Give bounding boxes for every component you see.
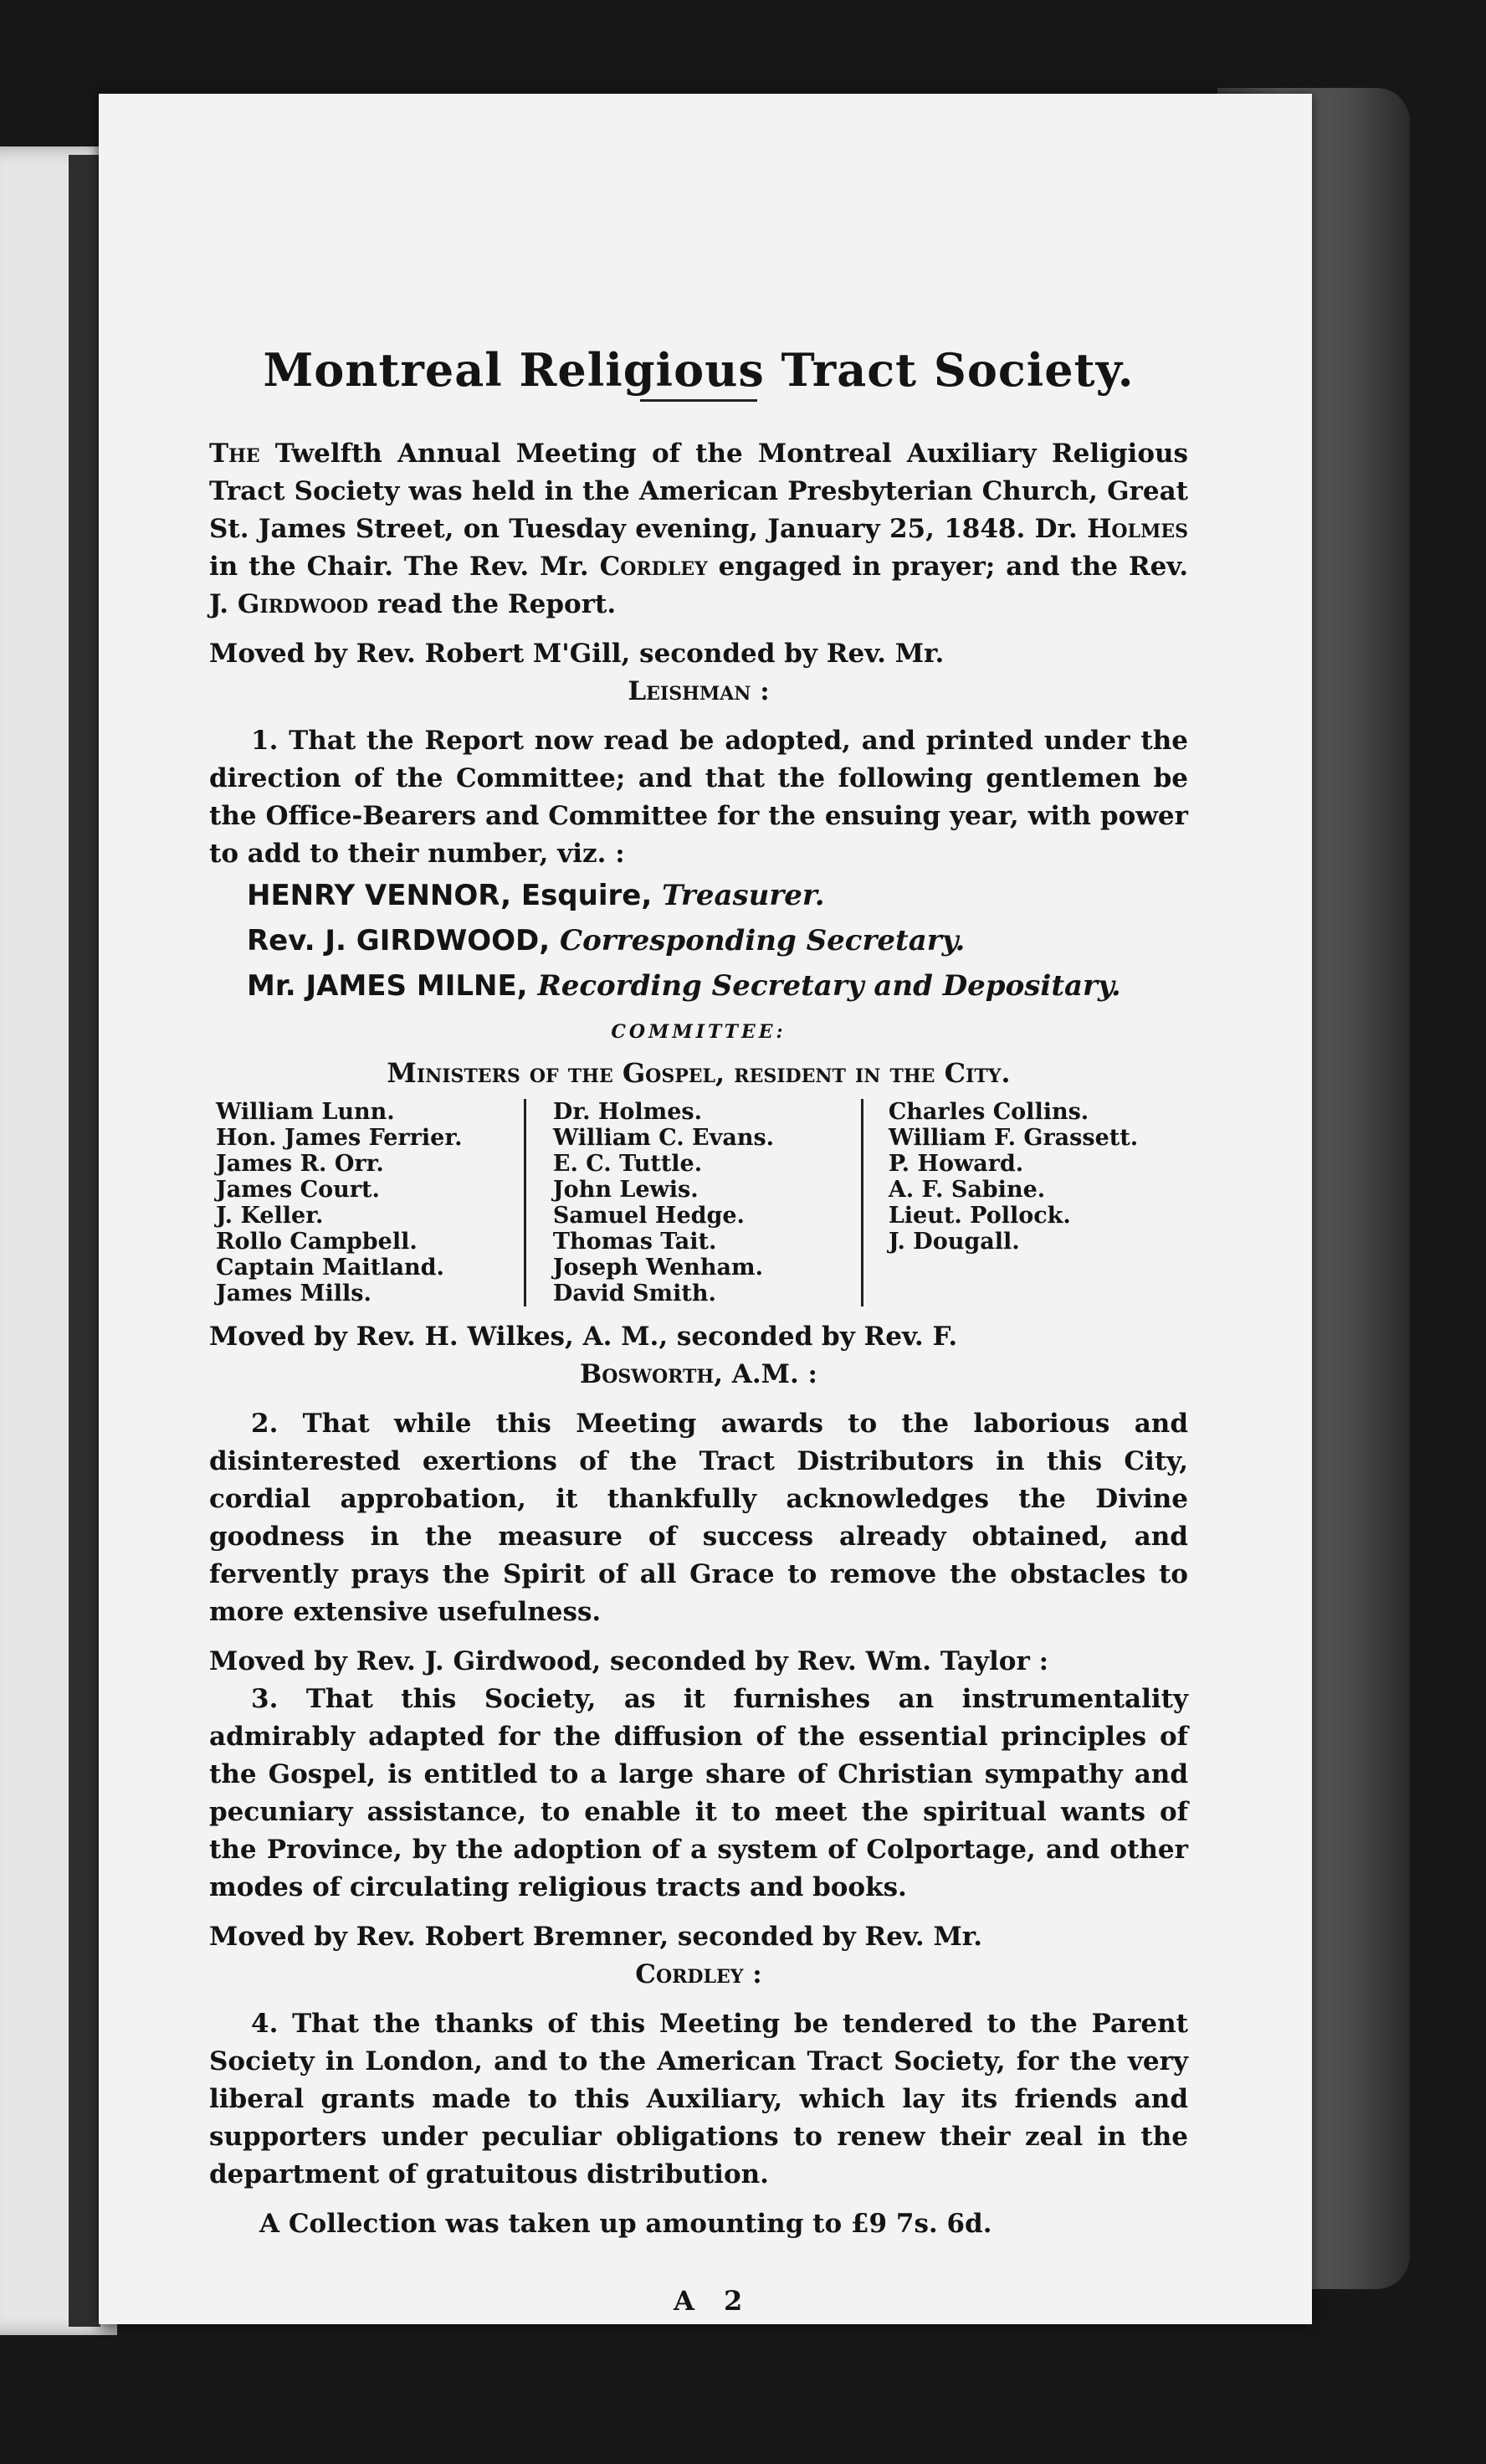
officer-role: Recording Secretary and Depositary. — [537, 969, 1121, 1003]
committee-column-1 — [209, 1099, 524, 1306]
officer-name: Mr. JAMES MILNE, — [247, 969, 528, 1003]
list-item: Thomas Tait. — [552, 1229, 717, 1255]
list-item: David Smith. — [552, 1281, 716, 1306]
committee-list — [209, 1099, 1188, 1306]
collection-note: A Collection was taken up amounting to £9 7s. 6d. — [259, 2209, 992, 2239]
list-item: Lieut. Pollock. — [888, 1203, 1071, 1229]
list-item: William F. Grassett. — [888, 1125, 1139, 1151]
resolution-4: 4. That the thanks of this Meeting be tendered to the Parent Society in London, and to the American Tract Society, for the very liberal grants made to this Auxiliary, which lay its friends and supporters under peculiar obligations to renew their zeal in the department of gratuitous distribution. — [209, 2009, 1188, 2189]
intro-paragraph — [209, 435, 1188, 624]
officer-prefix: Esquire, — [520, 879, 653, 912]
list-item: Rollo Campbell. — [216, 1229, 418, 1255]
motion4-seconder: Cordley : — [635, 1959, 762, 1989]
signature-mark: A 2 — [674, 2285, 753, 2317]
motion1-seconder: Leishman : — [628, 676, 770, 706]
motion3-mover: Moved by Rev. J. Girdwood, seconded by Rev. Wm. Taylor : — [209, 1646, 1049, 1676]
list-item: A. F. Sabine. — [888, 1177, 1046, 1203]
officer-treasurer — [209, 873, 1188, 918]
list-item: John Lewis. — [552, 1177, 699, 1203]
intro-text-3: engaged in prayer; and the Rev. J. — [209, 552, 1188, 619]
committee-column-3 — [863, 1099, 1188, 1306]
officer-role: Treasurer. — [662, 879, 825, 912]
committee-column-2 — [524, 1099, 863, 1306]
page-title: Montreal Religious Tract Society. — [263, 343, 1135, 397]
list-item: Samuel Hedge. — [552, 1203, 745, 1229]
list-item: J. Keller. — [216, 1203, 324, 1229]
list-item: Joseph Wenham. — [552, 1255, 764, 1281]
intro-text-4: read the Report. — [377, 589, 617, 619]
list-item: Dr. Holmes. — [552, 1099, 702, 1125]
list-item: Hon. James Ferrier. — [216, 1125, 463, 1151]
officer-recording-secretary — [209, 963, 1188, 1009]
intro-girdwood: Girdwood — [237, 589, 369, 619]
list-item: Captain Maitland. — [216, 1255, 444, 1281]
intro-holmes: Holmes — [1087, 514, 1188, 544]
list-item: Charles Collins. — [888, 1099, 1089, 1125]
motion4-mover: Moved by Rev. Robert Bremner, seconded by Rev. Mr. — [209, 1922, 983, 1952]
book-gutter — [69, 155, 100, 2327]
intro-the: The — [209, 439, 260, 469]
list-item: William C. Evans. — [552, 1125, 775, 1151]
list-item: James Court. — [216, 1177, 380, 1203]
resolution-3: 3. That this Society, as it furnishes an instrumentality admirably adapted for the diffusion of the essential principles of the Gospel, is entitled to a large share of Christian sympathy and pecuniary assistance, to enable it to meet the spiritual wants of the Province, by the adoption of a system of Colportage, and other modes of circulating religious tracts and books. — [209, 1684, 1188, 1902]
officer-name: HENRY VENNOR, — [247, 879, 511, 912]
list-item: P. Howard. — [888, 1151, 1024, 1177]
ministers-heading: Ministers of the Gospel, resident in the City. — [387, 1057, 1011, 1089]
motion2-seconder: Bosworth, A.M. : — [580, 1359, 817, 1389]
list-item: James R. Orr. — [216, 1151, 384, 1177]
list-item: James Mills. — [216, 1281, 372, 1306]
officer-corresponding-secretary — [209, 918, 1188, 963]
resolution-1: 1. That the Report now read be adopted, and printed under the direction of the Committee; and that the following gentlemen be the Office-Bearers and Committee for the ensuing year, with power to add to their number, viz. : — [209, 726, 1188, 869]
motion1-mover: Moved by Rev. Robert M'Gill, seconded by Rev. Mr. — [209, 639, 945, 669]
list-item: William Lunn. — [216, 1099, 395, 1125]
title-rule — [640, 399, 757, 402]
intro-text-1: Twelfth Annual Meeting of the Montreal Auxiliary Religious Tract Society was held in the American Presbyterian Church, Great St. James Street, on Tuesday evening, January 25, 1848. Dr. — [209, 439, 1188, 544]
resolution-2: 2. That while this Meeting awards to the laborious and disinterested exertions of the Tract Distributors in this City, cordial approbation, it thankfully acknowledges the Divine goodness in the measure of success already obtained, and fervently prays the Spirit of all Grace to remove the obstacles to more extensive usefulness. — [209, 1409, 1188, 1627]
intro-text-2: in the Chair. The Rev. Mr. — [209, 552, 589, 582]
committee-heading: COMMITTEE: — [611, 1021, 787, 1043]
list-item: J. Dougall. — [888, 1229, 1020, 1255]
list-item: E. C. Tuttle. — [552, 1151, 703, 1177]
officer-role: Corresponding Secretary. — [560, 924, 966, 957]
page-content — [209, 343, 1188, 2243]
motion2-mover: Moved by Rev. H. Wilkes, A. M., seconded by Rev. F. — [209, 1322, 958, 1352]
intro-cordley: Cordley — [599, 552, 708, 582]
officer-name: Rev. J. GIRDWOOD, — [247, 924, 551, 957]
